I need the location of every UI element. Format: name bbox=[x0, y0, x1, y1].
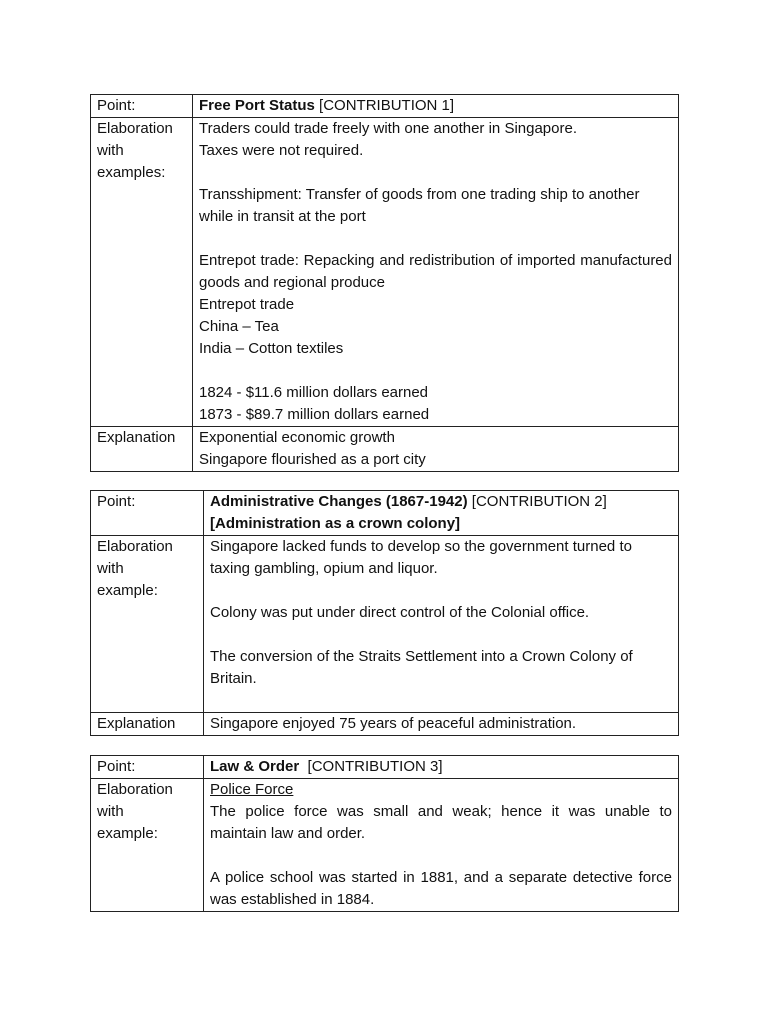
point-cell bbox=[204, 756, 679, 779]
contribution-3-table bbox=[90, 755, 679, 912]
explanation-cell bbox=[204, 713, 679, 736]
elaboration-text: Entrepot trade bbox=[199, 296, 295, 313]
elaboration-text: Taxes were not required. bbox=[199, 142, 364, 159]
elaboration-text: The police force was small and weak; hence it was unable to maintain law and order. bbox=[210, 803, 672, 842]
elaboration-label-line: Elaboration bbox=[97, 781, 173, 798]
point-label: Point: bbox=[91, 95, 193, 118]
elaboration-text: India – Cotton textiles bbox=[199, 340, 344, 357]
point-row bbox=[91, 491, 679, 536]
elaboration-label bbox=[91, 118, 193, 427]
elaboration-label-line: examples: bbox=[97, 164, 166, 181]
contribution-1-table bbox=[90, 94, 679, 472]
elaboration-text: 1873 - $89.7 million dollars earned bbox=[199, 406, 430, 423]
explanation-text: Exponential economic growth bbox=[199, 429, 395, 446]
point-label: Point: bbox=[91, 491, 204, 536]
point-tag: [CONTRIBUTION 2] bbox=[467, 493, 607, 510]
elaboration-text: Colony was put under direct control of the Colonial office. bbox=[210, 604, 590, 621]
elaboration-text: 1824 - $11.6 million dollars earned bbox=[199, 384, 429, 401]
elaboration-label-line: Elaboration bbox=[97, 120, 173, 137]
point-cell bbox=[204, 491, 679, 536]
elaboration-label-line: with bbox=[97, 803, 124, 820]
explanation-row bbox=[91, 713, 679, 736]
elaboration-cell bbox=[193, 118, 679, 427]
elaboration-label bbox=[91, 536, 204, 713]
point-title: Law & Order bbox=[210, 758, 300, 775]
point-subtitle: [Administration as a crown colony] bbox=[210, 515, 461, 532]
elaboration-heading: Police Force bbox=[210, 781, 294, 798]
explanation-text: Singapore flourished as a port city bbox=[199, 451, 426, 468]
point-row bbox=[91, 95, 679, 118]
contribution-2-table bbox=[90, 490, 679, 736]
elaboration-label-line: Elaboration bbox=[97, 538, 173, 555]
elaboration-text: The conversion of the Straits Settlement into a Crown Colony of Britain. bbox=[210, 648, 633, 687]
elaboration-text: Traders could trade freely with one another in Singapore. bbox=[199, 120, 577, 137]
point-tag: [CONTRIBUTION 1] bbox=[314, 97, 455, 114]
elaboration-row bbox=[91, 779, 679, 912]
elaboration-text: Singapore lacked funds to develop so the government turned to taxing gambling, opium and liquor. bbox=[210, 538, 632, 577]
elaboration-text: Entrepot trade: Repacking and redistribution of imported manufactured goods and regional produce bbox=[199, 252, 672, 291]
elaboration-label-line: with bbox=[97, 560, 124, 577]
elaboration-cell bbox=[204, 536, 679, 713]
elaboration-text: A police school was started in 1881, and a separate detective force was established in 1884. bbox=[210, 869, 672, 908]
elaboration-label-line: with bbox=[97, 142, 124, 159]
elaboration-text: Transshipment: Transfer of goods from one trading ship to another while in transit at the port bbox=[199, 186, 640, 225]
elaboration-row bbox=[91, 536, 679, 713]
point-title: Administrative Changes (1867-1942) bbox=[210, 493, 468, 510]
explanation-row bbox=[91, 427, 679, 472]
point-label: Point: bbox=[91, 756, 204, 779]
elaboration-row bbox=[91, 118, 679, 427]
explanation-label: Explanation bbox=[91, 713, 204, 736]
elaboration-cell bbox=[204, 779, 679, 912]
elaboration-label-line: example: bbox=[97, 825, 158, 842]
elaboration-label-line: example: bbox=[97, 582, 158, 599]
explanation-label: Explanation bbox=[91, 427, 193, 472]
elaboration-label bbox=[91, 779, 204, 912]
point-cell bbox=[193, 95, 679, 118]
point-title: Free Port Status bbox=[199, 97, 315, 114]
explanation-text: Singapore enjoyed 75 years of peaceful administration. bbox=[210, 715, 577, 732]
point-row bbox=[91, 756, 679, 779]
point-tag: [CONTRIBUTION 3] bbox=[299, 758, 443, 775]
explanation-cell bbox=[193, 427, 679, 472]
elaboration-text: China – Tea bbox=[199, 318, 279, 335]
